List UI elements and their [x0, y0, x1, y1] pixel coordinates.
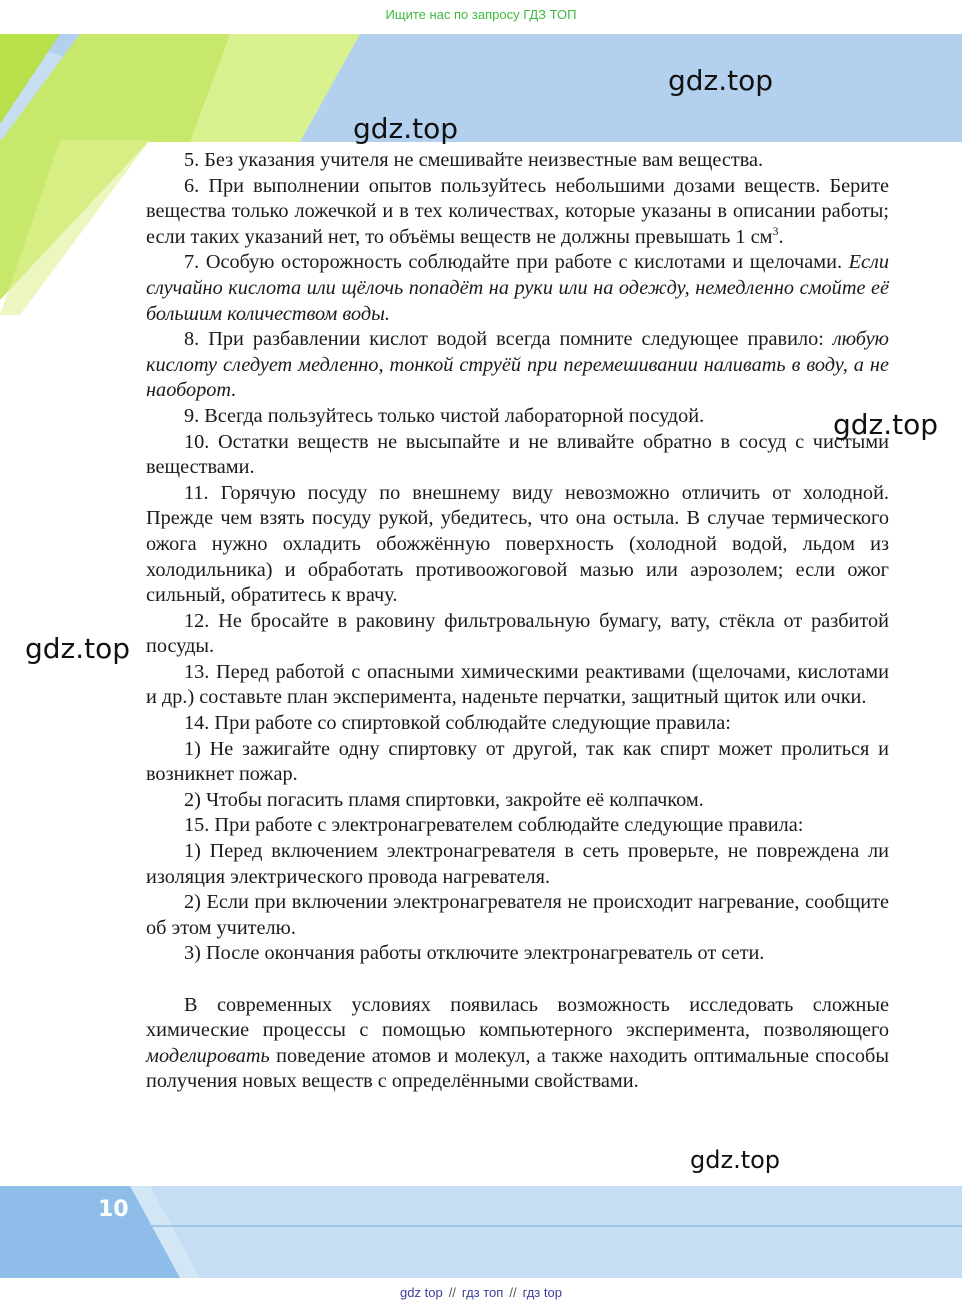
rule-6: 6. При выполнении опытов пользуйтесь небольшими дозами веществ. Берите вещества только ложечкой и в тех количествах, которые указаны в описании работы; если таких указаний нет, то объёмы веществ не должны превышать 1 $см^3$. — [146, 174, 889, 248]
rule-8: 8. При разбавлении кислот водой всегда помните следующее правило: любую кислоту следует медленно, тонкой струёй при перемешивании наливать в воду, а не наоборот. — [146, 328, 889, 402]
rule-5: 5. Без указания учителя не смешивайте неизвестные вам вещества. — [184, 149, 764, 171]
rule-7-emphasis: Если случайно кислота или щёлочь попадёт на руки или на одежду, немедленно смойте её большим количеством воды. — [146, 251, 889, 325]
footer-decoration — [0, 1186, 962, 1278]
page-number: 10 — [98, 1197, 129, 1222]
watermark-2: gdz.top — [353, 112, 459, 145]
rule-15-sub-3: 3) После окончания работы отключите электронагреватель от сети. — [184, 942, 765, 965]
watermark-1: gdz.top — [668, 64, 774, 97]
rule-14-sub-2: 2) Чтобы погасить пламя спиртовки, закройте её колпачком. — [184, 788, 704, 811]
bottom-link-1[interactable]: gdz top — [400, 1285, 443, 1300]
rule-13: 13. Перед работой с опасными химическими реактивами (щелочами, кислотами и др.) составьте план эксперимента, наденьте перчатки, защитный щиток или очки. — [146, 660, 889, 709]
rule-11: 11. Горячую посуду по внешнему виду невозможно отличить от холодной. Прежде чем взять посуду рукой, убедитесь, что она остыла. В случае термического ожога нужно охладить обожжённую поверхность (холодной водой, льдом из холодильника) и обработать противоожоговой мазью или аэрозолем; если ожог сильный, обратитесь к врачу. — [146, 481, 889, 607]
rule-10: 10. Остатки веществ не высыпайте и не вливайте обратно в сосуд с чистыми веществами. — [146, 430, 889, 479]
page-text — [146, 148, 889, 1095]
closing-paragraph: В современных условиях появилась возможность исследовать сложные химические процессы с помощью компьютерного эксперимента, позволяющего моделировать поведение атомов и молекул, а также находить оптимальные способы получения новых веществ с определёнными свойствами. — [146, 993, 889, 1093]
rule-12: 12. Не бросайте в раковину фильтровальную бумагу, вату, стёкла от разбитой посуды. — [146, 609, 889, 658]
bottom-link-2[interactable]: гдз топ — [461, 1285, 504, 1300]
superscript-3: 3 — [772, 224, 779, 239]
watermark-5: gdz.top — [690, 1146, 781, 1174]
left-green-stripe — [0, 140, 150, 320]
rule-15: 15. При работе с электронагревателем соблюдайте следующие правила: — [184, 814, 804, 837]
closing-emphasis: моделировать — [146, 1044, 270, 1067]
top-banner-text: Ищите нас по запросу ГДЗ ТОП — [385, 7, 577, 22]
link-separator: // — [509, 1285, 517, 1300]
header-decoration — [0, 34, 962, 142]
top-banner[interactable] — [0, 0, 962, 30]
rule-15-sub-2: 2) Если при включении электронагревателя не происходит нагревание, сообщите об этом учителю. — [146, 891, 889, 939]
bottom-link-3[interactable]: гдз top — [522, 1285, 562, 1300]
rule-7: 7. Особую осторожность соблюдайте при работе с кислотами и щелочами. Если случайно кислота или щёлочь попадёт на руки или на одежду, немедленно смойте её большим количеством воды. — [146, 251, 889, 325]
bottom-links — [0, 1280, 962, 1306]
link-separator: // — [448, 1285, 456, 1300]
rule-14: 14. При работе со спиртовкой соблюдайте следующие правила: — [184, 712, 731, 735]
rule-14-sub-1: 1) Не зажигайте одну спиртовку от другой, так как спирт может пролиться и возникнет пожар. — [146, 737, 889, 786]
watermark-3: gdz.top — [833, 408, 939, 441]
rule-9: 9. Всегда пользуйтесь только чистой лабораторной посудой. — [184, 404, 705, 427]
watermark-4: gdz.top — [25, 632, 131, 665]
rule-15-sub-1: 1) Перед включением электронагревателя в сеть проверьте, не повреждена ли изоляция электрического провода нагревателя. — [146, 840, 889, 888]
rule-8-emphasis: любую кислоту следует медленно, тонкой струёй при перемешивании наливать в воду, а не наоборот. — [146, 328, 889, 402]
